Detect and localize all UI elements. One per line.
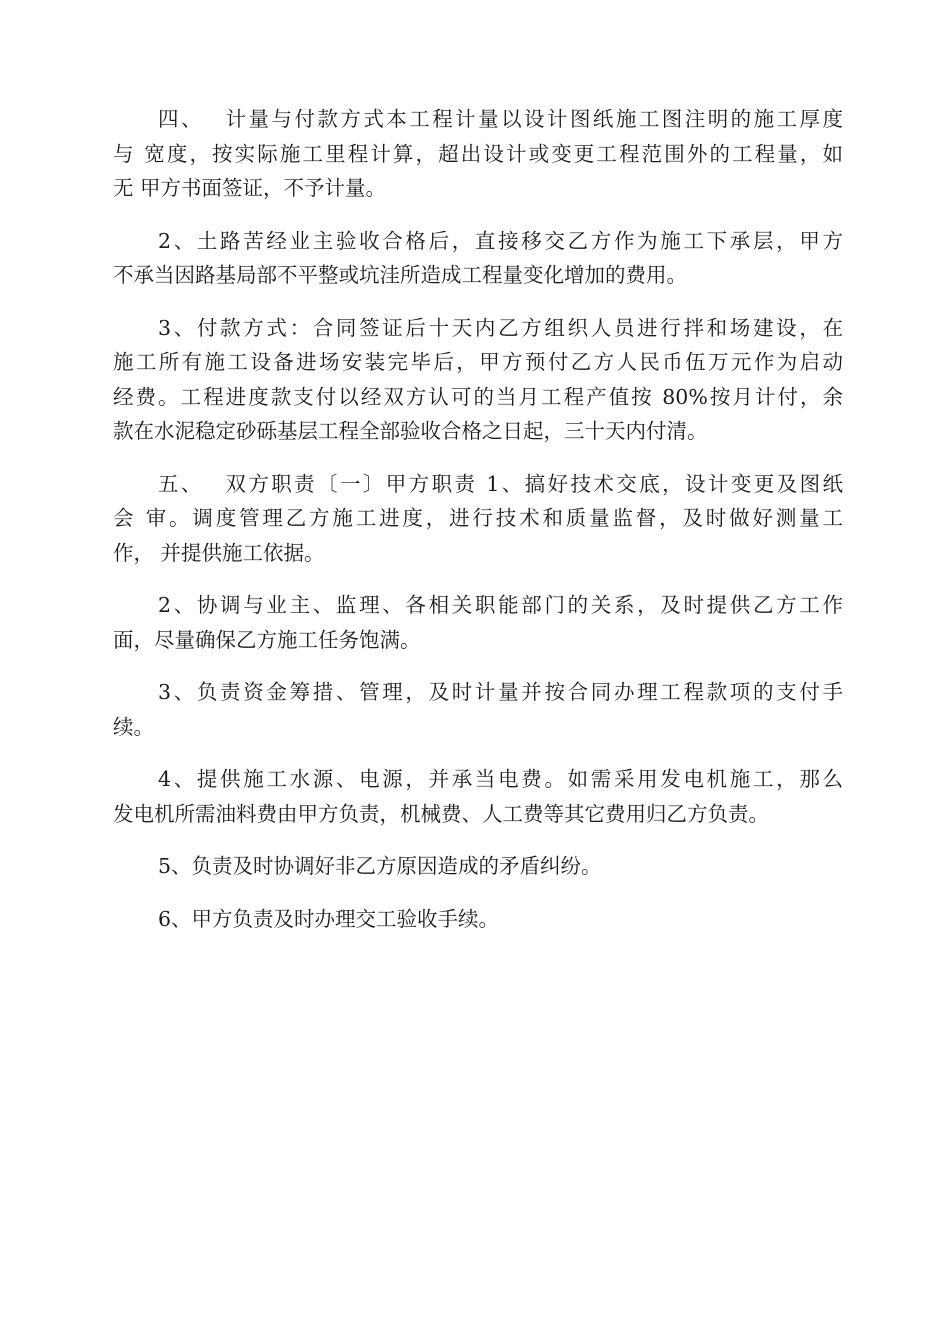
paragraph-measurement-payment (113, 102, 843, 206)
text-line: 3、负责资金筹措、管理，及时计量并按合同办理工程款项的支付手 (158, 680, 843, 704)
text-line: 3、付款方式：合同签证后十天内乙方组织人员进行拌和场建设，在 (158, 315, 843, 340)
text-line: 发电机所需油料费由甲方负责，机械费、人工费等其它费用归乙方负责。 (113, 801, 769, 826)
paragraph-item-6-acceptance (113, 902, 843, 937)
text-line: 经费。工程进度款支付以经双方认可的当月工程产值按 80%按月计付，余 (113, 384, 843, 409)
paragraph-item-2-coordination (113, 588, 843, 657)
paragraph-item-4-utilities (113, 762, 843, 831)
text-line: 2、土路苦经业主验收合格后，直接移交乙方作为施工下承层，甲方 (158, 228, 843, 253)
text-line: 会 审。调度管理乙方施工进度，进行技术和质量监督，及时做好测量工 (113, 506, 843, 530)
document-body (113, 102, 843, 954)
paragraph-item-3-funding (113, 675, 843, 744)
paragraph-item-3-payment-method (113, 311, 843, 449)
text-line: 款在水泥稳定砂砾基层工程全部验收合格之日起，三十天内付清。 (113, 419, 708, 443)
text-line: 与 宽度，按实际施工里程计算，超出设计或变更工程范围外的工程量，如 (113, 141, 843, 166)
text-line: 4、提供施工水源、电源，并承当电费。如需采用发电机施工，那么 (158, 767, 843, 791)
text-line: 无 甲方书面签证，不予计量。 (113, 176, 387, 200)
text-line: 四、 计量与付款方式本工程计量以设计图纸施工图注明的施工厚度 (158, 107, 843, 131)
text-line: 5、负责及时协调好非乙方原因造成的矛盾纠纷。 (158, 854, 602, 878)
text-line: 作， 并提供施工依据。 (113, 540, 325, 565)
text-line: 五、 双方职责〔一〕甲方职责 1、搞好技术交底，设计变更及图纸 (158, 471, 843, 496)
text-line: 不承当因路基局部不平整或坑洼所造成工程量变化增加的费用。 (113, 263, 687, 287)
paragraph-item-2-roadbed (113, 224, 843, 293)
paragraph-responsibilities (113, 467, 843, 571)
text-line: 施工所有施工设备进场安装完毕后，甲方预付乙方人民币伍万元作为启动 (113, 350, 843, 374)
text-line: 6、甲方负责及时办理交工验收手续。 (158, 906, 500, 931)
text-line: 2、协调与业主、监理、各相关职能部门的关系，及时提供乙方工作 (158, 593, 843, 617)
paragraph-item-5-disputes (113, 849, 843, 884)
text-line: 面，尽量确保乙方施工任务饱满。 (113, 627, 421, 652)
text-line: 续。 (113, 714, 154, 739)
